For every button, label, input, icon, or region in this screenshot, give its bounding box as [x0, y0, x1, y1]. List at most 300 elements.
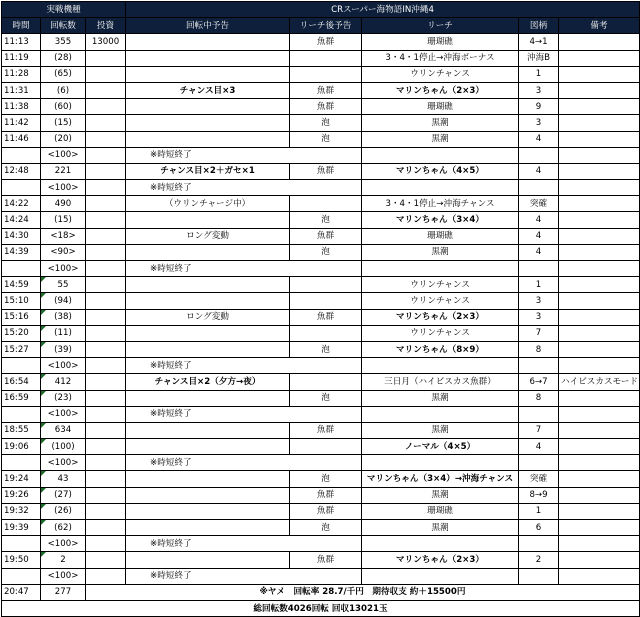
- invest-cell: [86, 406, 126, 422]
- table-row: [2, 131, 640, 147]
- note-cell: [559, 341, 640, 357]
- note-cell: [559, 455, 640, 471]
- jitan-end-label: ※時短終了: [126, 455, 362, 471]
- time-cell: 18:55: [2, 422, 41, 438]
- zugara-cell: 突確: [519, 196, 559, 212]
- col-header-time: 時間: [2, 18, 41, 34]
- machine-label: 実戦機種: [2, 2, 126, 18]
- spins-cell: (6): [41, 82, 86, 98]
- reach-cell: 黒潮: [362, 422, 519, 438]
- spins-cell: (26): [41, 503, 86, 519]
- spins-cell: (15): [41, 212, 86, 228]
- jitan-end-label: ※時短終了: [126, 261, 362, 277]
- reach-cell: ウリンチャンス: [362, 293, 519, 309]
- pre-notice-cell: ロング変動: [126, 228, 290, 244]
- footer-summary-row: [2, 584, 640, 600]
- invest-cell: [86, 422, 126, 438]
- spins-cell: 412: [41, 374, 86, 390]
- note-cell: [559, 390, 640, 406]
- jitan-end-row: [2, 147, 640, 163]
- post-notice-cell: 泡: [290, 244, 362, 260]
- invest-cell: [86, 196, 126, 212]
- footer-total-row: [2, 600, 640, 616]
- pre-notice-cell: [126, 66, 290, 82]
- time-cell: 15:16: [2, 309, 41, 325]
- post-notice-cell: [290, 374, 362, 390]
- table-row: [2, 34, 640, 50]
- invest-cell: [86, 212, 126, 228]
- jitan-end-row: [2, 568, 640, 584]
- jitan-end-label: ※時短終了: [126, 147, 362, 163]
- post-notice-cell: 魚群: [290, 82, 362, 98]
- invest-cell: [86, 503, 126, 519]
- jitan-end-row: [2, 358, 640, 374]
- reach-cell: 黒潮: [362, 131, 519, 147]
- col-header-reach: リーチ: [362, 18, 519, 34]
- footer-total: 総回転数4026回転 回収13021玉: [2, 600, 640, 616]
- spins-cell: 43: [41, 471, 86, 487]
- note-cell: [559, 277, 640, 293]
- time-cell: 14:59: [2, 277, 41, 293]
- reach-cell: マリンちゃん（2×3）: [362, 82, 519, 98]
- spins-cell: (27): [41, 487, 86, 503]
- time-cell: [2, 180, 41, 196]
- spins-cell: 355: [41, 34, 86, 50]
- jitan-end-label: ※時短終了: [126, 568, 362, 584]
- post-notice-cell: 魚群: [290, 99, 362, 115]
- zugara-cell: [519, 147, 559, 163]
- zugara-cell: [519, 536, 559, 552]
- invest-cell: [86, 341, 126, 357]
- spins-cell: <100>: [41, 358, 86, 374]
- time-cell: [2, 147, 41, 163]
- invest-cell: [86, 439, 126, 455]
- time-cell: 19:39: [2, 520, 41, 536]
- table-row: [2, 82, 640, 98]
- spins-cell: (39): [41, 341, 86, 357]
- time-cell: 19:26: [2, 487, 41, 503]
- spins-cell: (100): [41, 439, 86, 455]
- zugara-cell: [519, 180, 559, 196]
- reach-cell: マリンちゃん（3×4）→沖海チャンス: [362, 471, 519, 487]
- table-row: [2, 228, 640, 244]
- reach-cell: [362, 406, 519, 422]
- pre-notice-cell: [126, 487, 290, 503]
- table-row: [2, 390, 640, 406]
- table-row: [2, 374, 640, 390]
- time-cell: 14:22: [2, 196, 41, 212]
- pre-notice-cell: [126, 99, 290, 115]
- pre-notice-cell: [126, 115, 290, 131]
- spins-cell: 634: [41, 422, 86, 438]
- post-notice-cell: 魚群: [290, 163, 362, 179]
- footer-time: 20:47: [2, 584, 41, 600]
- time-cell: [2, 536, 41, 552]
- post-notice-cell: 魚群: [290, 503, 362, 519]
- time-cell: 15:27: [2, 341, 41, 357]
- zugara-cell: 1: [519, 66, 559, 82]
- spins-cell: <90>: [41, 244, 86, 260]
- post-notice-cell: [290, 277, 362, 293]
- pre-notice-cell: [126, 325, 290, 341]
- time-cell: 11:13: [2, 34, 41, 50]
- note-cell: [559, 66, 640, 82]
- note-cell: [559, 471, 640, 487]
- zugara-cell: 3: [519, 82, 559, 98]
- jitan-end-row: [2, 406, 640, 422]
- pre-notice-cell: [126, 439, 290, 455]
- note-cell: [559, 228, 640, 244]
- jitan-end-label: ※時短終了: [126, 406, 362, 422]
- spins-cell: 2: [41, 552, 86, 568]
- pre-notice-cell: [126, 131, 290, 147]
- reach-cell: マリンちゃん（2×3）: [362, 552, 519, 568]
- reach-cell: ウリンチャンス: [362, 66, 519, 82]
- play-log-table: [1, 1, 640, 617]
- note-cell: [559, 180, 640, 196]
- reach-cell: 珊瑚礁: [362, 228, 519, 244]
- spins-cell: <100>: [41, 180, 86, 196]
- pre-notice-cell: [126, 293, 290, 309]
- reach-cell: 黒潮: [362, 390, 519, 406]
- jitan-end-row: [2, 536, 640, 552]
- spins-cell: <100>: [41, 455, 86, 471]
- reach-cell: 3・4・1停止→沖海チャンス: [362, 196, 519, 212]
- note-cell: [559, 536, 640, 552]
- invest-cell: [86, 487, 126, 503]
- note-cell: [559, 503, 640, 519]
- note-cell: [559, 293, 640, 309]
- note-cell: [559, 99, 640, 115]
- reach-cell: ノーマル（4×5）: [362, 439, 519, 455]
- zugara-cell: 7: [519, 422, 559, 438]
- spins-cell: <100>: [41, 568, 86, 584]
- jitan-end-label: ※時短終了: [126, 358, 362, 374]
- pre-notice-cell: [126, 341, 290, 357]
- jitan-end-label: ※時短終了: [126, 180, 362, 196]
- spins-cell: 490: [41, 196, 86, 212]
- post-notice-cell: 泡: [290, 520, 362, 536]
- time-cell: 14:24: [2, 212, 41, 228]
- invest-cell: [86, 536, 126, 552]
- zugara-cell: [519, 358, 559, 374]
- time-cell: 15:10: [2, 293, 41, 309]
- note-cell: [559, 325, 640, 341]
- post-notice-cell: 魚群: [290, 487, 362, 503]
- post-notice-cell: [290, 196, 362, 212]
- pre-notice-cell: [126, 390, 290, 406]
- reach-cell: マリンちゃん（4×5）: [362, 163, 519, 179]
- note-cell: [559, 487, 640, 503]
- post-notice-cell: 魚群: [290, 552, 362, 568]
- col-header-spins: 回転数: [41, 18, 86, 34]
- note-cell: [559, 552, 640, 568]
- note-cell: [559, 309, 640, 325]
- note-cell: [559, 82, 640, 98]
- pre-notice-cell: チャンス目×3: [126, 82, 290, 98]
- time-cell: 19:50: [2, 552, 41, 568]
- time-cell: [2, 261, 41, 277]
- pre-notice-cell: チャンス目×2＋ガセ×1: [126, 163, 290, 179]
- zugara-cell: 7: [519, 325, 559, 341]
- invest-cell: [86, 520, 126, 536]
- time-cell: 11:42: [2, 115, 41, 131]
- spins-cell: (62): [41, 520, 86, 536]
- table-row: [2, 66, 640, 82]
- time-cell: 19:06: [2, 439, 41, 455]
- reach-cell: 黒潮: [362, 520, 519, 536]
- table-row: [2, 309, 640, 325]
- reach-cell: 三日月（ハイビスカス魚群）: [362, 374, 519, 390]
- zugara-cell: 3: [519, 309, 559, 325]
- time-cell: 11:28: [2, 66, 41, 82]
- pre-notice-cell: [126, 277, 290, 293]
- reach-cell: ウリンチャンス: [362, 325, 519, 341]
- post-notice-cell: 泡: [290, 341, 362, 357]
- invest-cell: [86, 82, 126, 98]
- reach-cell: [362, 358, 519, 374]
- zugara-cell: 6→7: [519, 374, 559, 390]
- invest-cell: [86, 471, 126, 487]
- spins-cell: (20): [41, 131, 86, 147]
- zugara-cell: 3: [519, 115, 559, 131]
- time-cell: [2, 406, 41, 422]
- pre-notice-cell: [126, 244, 290, 260]
- post-notice-cell: [290, 293, 362, 309]
- reach-cell: 珊瑚礁: [362, 34, 519, 50]
- col-header-invest: 投資: [86, 18, 126, 34]
- note-cell: [559, 34, 640, 50]
- reach-cell: [362, 147, 519, 163]
- pre-notice-cell: [126, 471, 290, 487]
- table-row: [2, 196, 640, 212]
- invest-cell: [86, 228, 126, 244]
- time-cell: 19:24: [2, 471, 41, 487]
- pre-notice-cell: [126, 212, 290, 228]
- jitan-end-label: ※時短終了: [126, 536, 362, 552]
- time-cell: 14:39: [2, 244, 41, 260]
- time-cell: 16:59: [2, 390, 41, 406]
- jitan-end-row: [2, 455, 640, 471]
- spins-cell: (65): [41, 66, 86, 82]
- spins-cell: <100>: [41, 536, 86, 552]
- col-header-pre-notice: 回転中予告: [126, 18, 290, 34]
- invest-cell: [86, 293, 126, 309]
- note-cell: [559, 422, 640, 438]
- reach-cell: 黒潮: [362, 244, 519, 260]
- zugara-cell: 8: [519, 390, 559, 406]
- spins-cell: (23): [41, 390, 86, 406]
- zugara-cell: 沖海B: [519, 50, 559, 66]
- time-cell: 11:46: [2, 131, 41, 147]
- invest-cell: [86, 163, 126, 179]
- invest-cell: [86, 455, 126, 471]
- invest-cell: [86, 66, 126, 82]
- invest-cell: [86, 50, 126, 66]
- invest-cell: [86, 261, 126, 277]
- time-cell: [2, 455, 41, 471]
- post-notice-cell: [290, 325, 362, 341]
- spins-cell: (60): [41, 99, 86, 115]
- table-row: [2, 471, 640, 487]
- spins-cell: <100>: [41, 261, 86, 277]
- invest-cell: [86, 99, 126, 115]
- time-cell: [2, 568, 41, 584]
- invest-cell: [86, 180, 126, 196]
- post-notice-cell: 泡: [290, 471, 362, 487]
- note-cell: [559, 163, 640, 179]
- pre-notice-cell: [126, 422, 290, 438]
- zugara-cell: 4→1: [519, 34, 559, 50]
- table-row: [2, 99, 640, 115]
- spins-cell: (15): [41, 115, 86, 131]
- footer-spins: 277: [41, 584, 86, 600]
- zugara-cell: [519, 261, 559, 277]
- spins-cell: (28): [41, 50, 86, 66]
- zugara-cell: [519, 406, 559, 422]
- post-notice-cell: 泡: [290, 212, 362, 228]
- post-notice-cell: 泡: [290, 390, 362, 406]
- note-cell: [559, 196, 640, 212]
- reach-cell: マリンちゃん（3×4）: [362, 212, 519, 228]
- reach-cell: [362, 180, 519, 196]
- table-row: [2, 520, 640, 536]
- table-row: [2, 115, 640, 131]
- note-cell: [559, 244, 640, 260]
- table-row: [2, 422, 640, 438]
- note-cell: [559, 50, 640, 66]
- machine-name: CRスーパー海物語IN沖縄4: [126, 2, 640, 18]
- post-notice-cell: [290, 439, 362, 455]
- table-row: [2, 293, 640, 309]
- invest-cell: [86, 115, 126, 131]
- zugara-cell: 4: [519, 228, 559, 244]
- post-notice-cell: 魚群: [290, 228, 362, 244]
- table-row: [2, 552, 640, 568]
- zugara-cell: 8: [519, 341, 559, 357]
- header-row-columns: [2, 18, 640, 34]
- reach-cell: マリンちゃん（8×9）: [362, 341, 519, 357]
- table-row: [2, 212, 640, 228]
- note-cell: [559, 115, 640, 131]
- table-row: [2, 487, 640, 503]
- zugara-cell: 4: [519, 163, 559, 179]
- zugara-cell: 8→9: [519, 487, 559, 503]
- invest-cell: [86, 147, 126, 163]
- reach-cell: 黒潮: [362, 115, 519, 131]
- time-cell: 16:54: [2, 374, 41, 390]
- note-cell: ハイビスカスモード: [559, 374, 640, 390]
- reach-cell: [362, 455, 519, 471]
- time-cell: 19:32: [2, 503, 41, 519]
- invest-cell: [86, 358, 126, 374]
- time-cell: 12:48: [2, 163, 41, 179]
- invest-cell: [86, 309, 126, 325]
- zugara-cell: [519, 568, 559, 584]
- note-cell: [559, 358, 640, 374]
- table-row: [2, 325, 640, 341]
- col-header-post-notice: リーチ後予告: [290, 18, 362, 34]
- time-cell: 11:31: [2, 82, 41, 98]
- col-header-note: 備考: [559, 18, 640, 34]
- invest-cell: [86, 244, 126, 260]
- zugara-cell: 9: [519, 99, 559, 115]
- zugara-cell: 2: [519, 552, 559, 568]
- invest-cell: [86, 131, 126, 147]
- col-header-zugara: 図柄: [519, 18, 559, 34]
- note-cell: [559, 261, 640, 277]
- reach-cell: [362, 536, 519, 552]
- jitan-end-row: [2, 261, 640, 277]
- pre-notice-cell: （ウリンチャージ中）: [126, 196, 290, 212]
- spins-cell: <18>: [41, 228, 86, 244]
- table-row: [2, 244, 640, 260]
- table-row: [2, 277, 640, 293]
- reach-cell: ウリンチャンス: [362, 277, 519, 293]
- time-cell: 15:20: [2, 325, 41, 341]
- zugara-cell: 4: [519, 439, 559, 455]
- reach-cell: 珊瑚礁: [362, 99, 519, 115]
- post-notice-cell: 泡: [290, 115, 362, 131]
- invest-cell: [86, 374, 126, 390]
- spins-cell: <100>: [41, 147, 86, 163]
- reach-cell: 珊瑚礁: [362, 503, 519, 519]
- pre-notice-cell: [126, 34, 290, 50]
- invest-cell: 13000: [86, 34, 126, 50]
- table-row: [2, 439, 640, 455]
- invest-cell: [86, 568, 126, 584]
- invest-cell: [86, 552, 126, 568]
- reach-cell: [362, 261, 519, 277]
- note-cell: [559, 568, 640, 584]
- note-cell: [559, 406, 640, 422]
- zugara-cell: [519, 455, 559, 471]
- post-notice-cell: [290, 50, 362, 66]
- spins-cell: (38): [41, 309, 86, 325]
- zugara-cell: 4: [519, 131, 559, 147]
- time-cell: 11:19: [2, 50, 41, 66]
- post-notice-cell: 魚群: [290, 422, 362, 438]
- post-notice-cell: 魚群: [290, 34, 362, 50]
- time-cell: 11:38: [2, 99, 41, 115]
- table-row: [2, 163, 640, 179]
- spins-cell: 55: [41, 277, 86, 293]
- zugara-cell: 1: [519, 503, 559, 519]
- note-cell: [559, 212, 640, 228]
- time-cell: 14:30: [2, 228, 41, 244]
- spins-cell: (94): [41, 293, 86, 309]
- invest-cell: [86, 325, 126, 341]
- reach-cell: [362, 568, 519, 584]
- invest-cell: [86, 390, 126, 406]
- post-notice-cell: 泡: [290, 131, 362, 147]
- pre-notice-cell: [126, 520, 290, 536]
- footer-summary: ※ヤメ 回転率 28.7/千円 期待収支 約＋15500円: [86, 584, 640, 600]
- post-notice-cell: [290, 66, 362, 82]
- post-notice-cell: 魚群: [290, 309, 362, 325]
- reach-cell: 3・4・1停止→沖海ボーナス: [362, 50, 519, 66]
- note-cell: [559, 131, 640, 147]
- spins-cell: <100>: [41, 406, 86, 422]
- zugara-cell: 6: [519, 520, 559, 536]
- zugara-cell: 3: [519, 293, 559, 309]
- spins-cell: (11): [41, 325, 86, 341]
- reach-cell: 黒潮: [362, 487, 519, 503]
- pre-notice-cell: ロング変動: [126, 309, 290, 325]
- note-cell: [559, 520, 640, 536]
- header-row-machine: [2, 2, 640, 18]
- zugara-cell: 4: [519, 212, 559, 228]
